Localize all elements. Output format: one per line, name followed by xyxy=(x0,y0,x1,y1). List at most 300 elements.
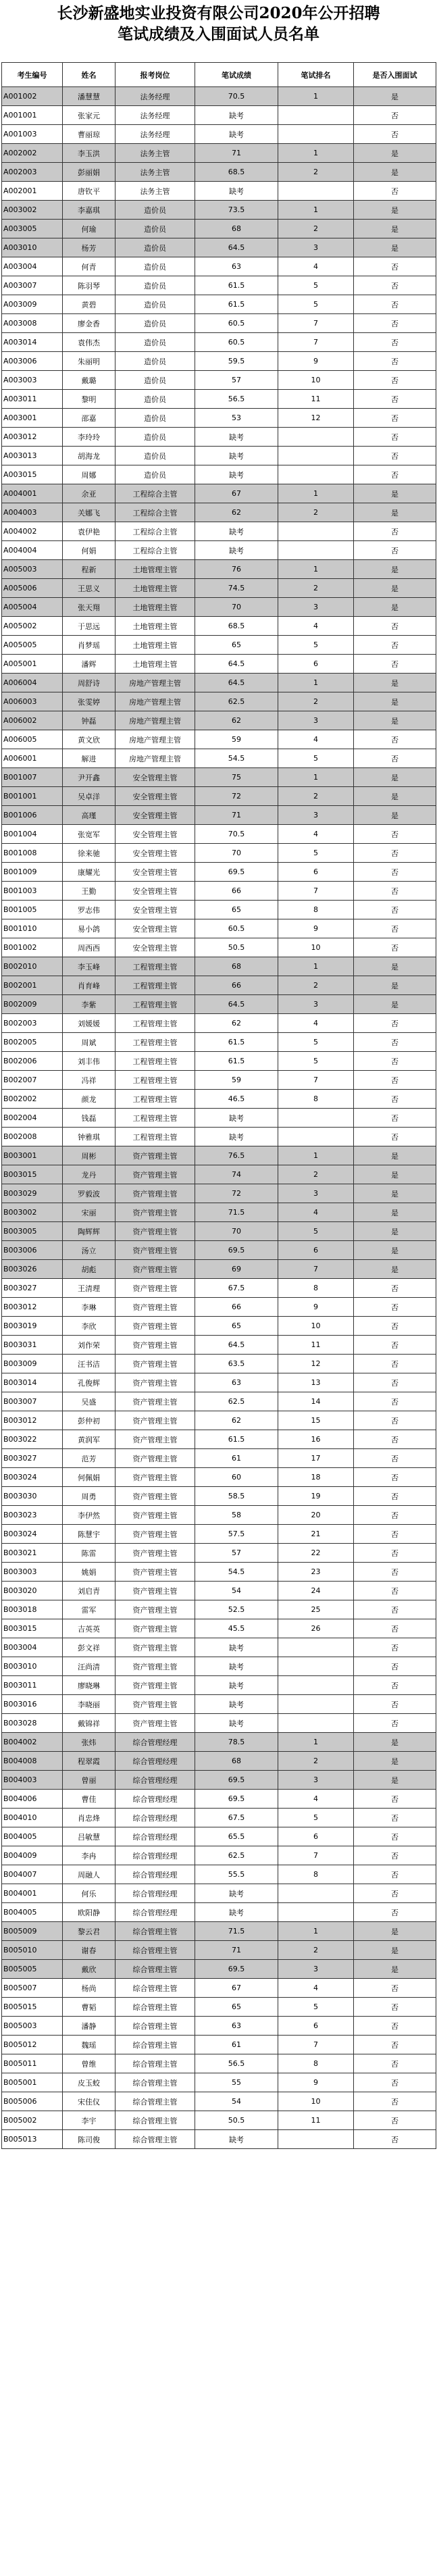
cell-exam-id: B002004 xyxy=(2,1109,63,1128)
cell-score: 54.5 xyxy=(195,749,278,768)
cell-rank: 3 xyxy=(278,1184,354,1203)
cell-name: 李玲玲 xyxy=(63,428,115,447)
table-row xyxy=(2,1279,436,1298)
cell-name: 何青 xyxy=(63,257,115,276)
cell-rank: 4 xyxy=(278,617,354,636)
cell-interview: 否 xyxy=(354,522,436,541)
cell-name: 黎明 xyxy=(63,390,115,409)
table-row xyxy=(2,1619,436,1638)
cell-position: 造价员 xyxy=(115,201,195,220)
cell-rank: 4 xyxy=(278,1014,354,1033)
cell-rank: 2 xyxy=(278,787,354,806)
cell-name: 于思远 xyxy=(63,617,115,636)
cell-rank: 18 xyxy=(278,1468,354,1487)
cell-rank: 26 xyxy=(278,1619,354,1638)
cell-name: 廖晓琳 xyxy=(63,1676,115,1695)
cell-score: 58 xyxy=(195,1506,278,1525)
cell-score: 71 xyxy=(195,144,278,163)
cell-exam-id: A006001 xyxy=(2,749,63,768)
cell-position: 资产管理主管 xyxy=(115,1298,195,1317)
cell-rank: 3 xyxy=(278,598,354,617)
cell-exam-id: B003016 xyxy=(2,1695,63,1714)
cell-score: 53 xyxy=(195,409,278,428)
cell-exam-id: B002008 xyxy=(2,1128,63,1146)
table-row xyxy=(2,1336,436,1355)
cell-name: 唐钦平 xyxy=(63,182,115,201)
cell-rank: 4 xyxy=(278,1979,354,1998)
cell-name: 陶辉辉 xyxy=(63,1222,115,1241)
cell-position: 工程综合主管 xyxy=(115,522,195,541)
cell-rank: 1 xyxy=(278,957,354,976)
cell-exam-id: B001006 xyxy=(2,806,63,825)
table-row xyxy=(2,484,436,503)
table-row xyxy=(2,314,436,333)
cell-interview: 否 xyxy=(354,938,436,957)
cell-name: 尹开鑫 xyxy=(63,768,115,787)
cell-name: 陈慧宇 xyxy=(63,1525,115,1544)
cell-exam-id: A003014 xyxy=(2,333,63,352)
cell-name: 钱磊 xyxy=(63,1109,115,1128)
cell-name: 杨芳 xyxy=(63,238,115,257)
table-row xyxy=(2,1298,436,1317)
cell-rank xyxy=(278,1903,354,1922)
table-row xyxy=(2,1146,436,1165)
cell-name: 戴璐 xyxy=(63,371,115,390)
cell-interview: 否 xyxy=(354,409,436,428)
cell-interview: 否 xyxy=(354,1525,436,1544)
cell-exam-id: A003001 xyxy=(2,409,63,428)
cell-position: 资产管理主管 xyxy=(115,1146,195,1165)
cell-score: 54 xyxy=(195,1582,278,1600)
cell-interview: 是 xyxy=(354,957,436,976)
cell-name: 廖金香 xyxy=(63,314,115,333)
cell-interview: 否 xyxy=(354,333,436,352)
cell-rank: 7 xyxy=(278,882,354,901)
cell-interview: 否 xyxy=(354,1657,436,1676)
cell-score: 65 xyxy=(195,1998,278,2017)
cell-position: 房地产管理主管 xyxy=(115,692,195,711)
cell-position: 安全管理主管 xyxy=(115,844,195,863)
cell-name: 李欣 xyxy=(63,1317,115,1336)
cell-rank xyxy=(278,125,354,144)
cell-rank: 7 xyxy=(278,1071,354,1090)
cell-position: 造价员 xyxy=(115,428,195,447)
cell-interview: 否 xyxy=(354,352,436,371)
cell-rank xyxy=(278,106,354,125)
cell-position: 综合管理经理 xyxy=(115,1733,195,1752)
cell-interview: 否 xyxy=(354,371,436,390)
cell-rank: 1 xyxy=(278,674,354,692)
cell-exam-id: B001008 xyxy=(2,844,63,863)
cell-name: 钟磊 xyxy=(63,711,115,730)
cell-rank xyxy=(278,1638,354,1657)
cell-interview: 否 xyxy=(354,314,436,333)
cell-exam-id: A002001 xyxy=(2,182,63,201)
cell-exam-id: B005003 xyxy=(2,2017,63,2036)
table-row xyxy=(2,541,436,560)
cell-score: 67.5 xyxy=(195,1809,278,1827)
cell-name: 李晓丽 xyxy=(63,1695,115,1714)
cell-interview: 否 xyxy=(354,257,436,276)
cell-position: 资产管理主管 xyxy=(115,1525,195,1544)
cell-score: 65 xyxy=(195,636,278,655)
table-row xyxy=(2,1714,436,1733)
cell-position: 综合管理经理 xyxy=(115,1827,195,1846)
table-row xyxy=(2,1525,436,1544)
table-row xyxy=(2,825,436,844)
cell-position: 造价员 xyxy=(115,257,195,276)
table-row xyxy=(2,730,436,749)
table-row xyxy=(2,2073,436,2092)
table-row xyxy=(2,1695,436,1714)
cell-score: 76.5 xyxy=(195,1146,278,1165)
cell-position: 工程管理主管 xyxy=(115,1071,195,1090)
cell-rank: 1 xyxy=(278,484,354,503)
cell-exam-id: B003007 xyxy=(2,1392,63,1411)
table-row xyxy=(2,106,436,125)
cell-position: 工程管理主管 xyxy=(115,976,195,995)
cell-name: 康耀光 xyxy=(63,863,115,882)
cell-exam-id: B003029 xyxy=(2,1184,63,1203)
cell-interview: 否 xyxy=(354,1619,436,1638)
cell-interview: 否 xyxy=(354,1014,436,1033)
cell-interview: 是 xyxy=(354,1146,436,1165)
table-row xyxy=(2,1487,436,1506)
cell-position: 综合管理主管 xyxy=(115,2017,195,2036)
table-row xyxy=(2,201,436,220)
cell-interview: 否 xyxy=(354,1487,436,1506)
title-line-2: 笔试成绩及入围面试人员名单 xyxy=(118,25,319,43)
table-row xyxy=(2,503,436,522)
table-row xyxy=(2,1884,436,1903)
cell-name: 戴欣 xyxy=(63,1960,115,1979)
cell-rank: 1 xyxy=(278,1733,354,1752)
cell-name: 宋佳仪 xyxy=(63,2092,115,2111)
cell-position: 资产管理主管 xyxy=(115,1165,195,1184)
cell-name: 刘作荣 xyxy=(63,1336,115,1355)
cell-position: 资产管理主管 xyxy=(115,1392,195,1411)
cell-rank: 6 xyxy=(278,863,354,882)
cell-position: 资产管理主管 xyxy=(115,1222,195,1241)
table-row xyxy=(2,976,436,995)
cell-exam-id: B003015 xyxy=(2,1619,63,1638)
cell-name: 李琳 xyxy=(63,1298,115,1317)
cell-name: 曹佳 xyxy=(63,1790,115,1809)
table-row xyxy=(2,1752,436,1771)
cell-score: 55.5 xyxy=(195,1865,278,1884)
cell-score: 50.5 xyxy=(195,938,278,957)
cell-interview: 是 xyxy=(354,201,436,220)
cell-interview: 否 xyxy=(354,1600,436,1619)
cell-position: 造价员 xyxy=(115,238,195,257)
cell-score: 64.5 xyxy=(195,655,278,674)
cell-exam-id: B005002 xyxy=(2,2111,63,2130)
cell-interview: 是 xyxy=(354,787,436,806)
cell-rank: 2 xyxy=(278,163,354,182)
cell-position: 综合管理主管 xyxy=(115,1922,195,1941)
table-row xyxy=(2,957,436,976)
cell-score: 缺考 xyxy=(195,1109,278,1128)
cell-interview: 否 xyxy=(354,1809,436,1827)
cell-interview: 否 xyxy=(354,2054,436,2073)
cell-exam-id: B003005 xyxy=(2,1222,63,1241)
header-score: 笔试成绩 xyxy=(195,63,278,87)
cell-exam-id: B003027 xyxy=(2,1449,63,1468)
cell-exam-id: B004006 xyxy=(2,1790,63,1809)
cell-exam-id: A003008 xyxy=(2,314,63,333)
cell-rank: 10 xyxy=(278,371,354,390)
cell-rank: 4 xyxy=(278,1203,354,1222)
cell-score: 缺考 xyxy=(195,106,278,125)
cell-interview: 否 xyxy=(354,1373,436,1392)
cell-exam-id: B005011 xyxy=(2,2054,63,2073)
results-table xyxy=(1,62,436,2149)
cell-interview: 否 xyxy=(354,465,436,484)
table-row xyxy=(2,295,436,314)
cell-score: 63 xyxy=(195,2017,278,2036)
table-row xyxy=(2,1128,436,1146)
cell-exam-id: B005001 xyxy=(2,2073,63,2092)
cell-exam-id: A004001 xyxy=(2,484,63,503)
table-row xyxy=(2,882,436,901)
cell-name: 潘辉 xyxy=(63,655,115,674)
cell-name: 李宇 xyxy=(63,2111,115,2130)
cell-position: 资产管理主管 xyxy=(115,1411,195,1430)
cell-name: 吴盛 xyxy=(63,1392,115,1411)
cell-position: 资产管理主管 xyxy=(115,1355,195,1373)
cell-rank: 3 xyxy=(278,995,354,1014)
cell-rank xyxy=(278,182,354,201)
cell-position: 资产管理主管 xyxy=(115,1506,195,1525)
cell-rank: 1 xyxy=(278,144,354,163)
cell-name: 肖育峰 xyxy=(63,976,115,995)
cell-position: 资产管理主管 xyxy=(115,1241,195,1260)
cell-interview: 是 xyxy=(354,768,436,787)
cell-position: 工程管理主管 xyxy=(115,995,195,1014)
cell-position: 综合管理主管 xyxy=(115,1960,195,1979)
cell-exam-id: B004010 xyxy=(2,1809,63,1827)
cell-position: 资产管理主管 xyxy=(115,1582,195,1600)
cell-score: 68 xyxy=(195,957,278,976)
cell-position: 造价员 xyxy=(115,352,195,371)
cell-name: 曹韬 xyxy=(63,1998,115,2017)
cell-rank: 2 xyxy=(278,976,354,995)
cell-exam-id: A001001 xyxy=(2,106,63,125)
cell-score: 72 xyxy=(195,787,278,806)
cell-interview: 否 xyxy=(354,1336,436,1355)
cell-position: 法务主管 xyxy=(115,144,195,163)
cell-interview: 否 xyxy=(354,1582,436,1600)
table-row xyxy=(2,2017,436,2036)
cell-position: 安全管理主管 xyxy=(115,882,195,901)
cell-interview: 否 xyxy=(354,125,436,144)
cell-exam-id: B004003 xyxy=(2,1771,63,1790)
cell-score: 75 xyxy=(195,768,278,787)
table-row xyxy=(2,1090,436,1109)
cell-interview: 否 xyxy=(354,1676,436,1695)
cell-position: 房地产管理主管 xyxy=(115,674,195,692)
cell-exam-id: B003019 xyxy=(2,1317,63,1336)
cell-exam-id: A002002 xyxy=(2,144,63,163)
table-row xyxy=(2,655,436,674)
table-row xyxy=(2,806,436,825)
cell-name: 张雯婷 xyxy=(63,692,115,711)
cell-rank: 5 xyxy=(278,636,354,655)
cell-rank xyxy=(278,428,354,447)
cell-rank: 20 xyxy=(278,1506,354,1525)
cell-exam-id: A005002 xyxy=(2,617,63,636)
cell-position: 工程管理主管 xyxy=(115,1090,195,1109)
cell-score: 56.5 xyxy=(195,2054,278,2073)
cell-position: 综合管理经理 xyxy=(115,1903,195,1922)
cell-position: 土地管理主管 xyxy=(115,636,195,655)
cell-exam-id: B004001 xyxy=(2,1884,63,1903)
cell-rank xyxy=(278,1884,354,1903)
cell-score: 61.5 xyxy=(195,295,278,314)
table-row xyxy=(2,636,436,655)
cell-score: 61.5 xyxy=(195,1430,278,1449)
cell-name: 周娜 xyxy=(63,465,115,484)
cell-interview: 是 xyxy=(354,1241,436,1260)
table-row xyxy=(2,1865,436,1884)
cell-position: 工程管理主管 xyxy=(115,1033,195,1052)
cell-interview: 否 xyxy=(354,919,436,938)
cell-position: 工程综合主管 xyxy=(115,503,195,522)
cell-exam-id: A003005 xyxy=(2,220,63,238)
cell-exam-id: B005010 xyxy=(2,1941,63,1960)
cell-position: 综合管理经理 xyxy=(115,1865,195,1884)
cell-position: 土地管理主管 xyxy=(115,598,195,617)
cell-position: 造价员 xyxy=(115,220,195,238)
cell-score: 72 xyxy=(195,1184,278,1203)
cell-exam-id: B003004 xyxy=(2,1638,63,1657)
cell-interview: 否 xyxy=(354,1128,436,1146)
cell-score: 缺考 xyxy=(195,1884,278,1903)
cell-position: 资产管理主管 xyxy=(115,1449,195,1468)
header-rank: 笔试排名 xyxy=(278,63,354,87)
cell-position: 综合管理经理 xyxy=(115,1809,195,1827)
cell-interview: 否 xyxy=(354,844,436,863)
cell-interview: 否 xyxy=(354,390,436,409)
cell-exam-id: B003031 xyxy=(2,1336,63,1355)
header-position: 报考岗位 xyxy=(115,63,195,87)
cell-name: 王勤 xyxy=(63,882,115,901)
cell-score: 76 xyxy=(195,560,278,579)
table-row xyxy=(2,238,436,257)
cell-interview: 否 xyxy=(354,636,436,655)
cell-position: 综合管理经理 xyxy=(115,1752,195,1771)
table-row xyxy=(2,1355,436,1373)
cell-score: 61.5 xyxy=(195,276,278,295)
cell-interview: 是 xyxy=(354,579,436,598)
cell-score: 缺考 xyxy=(195,465,278,484)
cell-rank xyxy=(278,1109,354,1128)
cell-exam-id: B003012 xyxy=(2,1298,63,1317)
cell-rank: 5 xyxy=(278,1033,354,1052)
cell-name: 周勇 xyxy=(63,1487,115,1506)
cell-position: 法务主管 xyxy=(115,163,195,182)
cell-score: 62.5 xyxy=(195,1846,278,1865)
cell-name: 谢春 xyxy=(63,1941,115,1960)
cell-exam-id: B004005 xyxy=(2,1903,63,1922)
cell-name: 关娜飞 xyxy=(63,503,115,522)
cell-exam-id: B005007 xyxy=(2,1979,63,1998)
cell-exam-id: A003015 xyxy=(2,465,63,484)
cell-name: 周融人 xyxy=(63,1865,115,1884)
cell-exam-id: A002003 xyxy=(2,163,63,182)
table-row xyxy=(2,1241,436,1260)
cell-score: 59 xyxy=(195,730,278,749)
table-row xyxy=(2,560,436,579)
cell-interview: 是 xyxy=(354,503,436,522)
cell-name: 彭丽娟 xyxy=(63,163,115,182)
cell-name: 孔俊辉 xyxy=(63,1373,115,1392)
cell-name: 李伊然 xyxy=(63,1506,115,1525)
table-row xyxy=(2,428,436,447)
cell-score: 71 xyxy=(195,806,278,825)
cell-exam-id: A006003 xyxy=(2,692,63,711)
cell-name: 曾丽 xyxy=(63,1771,115,1790)
cell-position: 安全管理主管 xyxy=(115,863,195,882)
cell-rank: 1 xyxy=(278,87,354,106)
cell-name: 彭文祥 xyxy=(63,1638,115,1657)
cell-name: 范芳 xyxy=(63,1449,115,1468)
cell-rank: 5 xyxy=(278,1998,354,2017)
table-row xyxy=(2,1033,436,1052)
table-row xyxy=(2,674,436,692)
cell-exam-id: B003030 xyxy=(2,1487,63,1506)
cell-interview: 否 xyxy=(354,1714,436,1733)
cell-name: 周彬 xyxy=(63,1146,115,1165)
table-row xyxy=(2,163,436,182)
cell-interview: 否 xyxy=(354,2017,436,2036)
cell-position: 综合管理主管 xyxy=(115,1979,195,1998)
cell-position: 资产管理主管 xyxy=(115,1279,195,1298)
cell-interview: 否 xyxy=(354,1317,436,1336)
cell-position: 资产管理主管 xyxy=(115,1563,195,1582)
cell-score: 69.5 xyxy=(195,1771,278,1790)
cell-score: 63 xyxy=(195,1373,278,1392)
cell-position: 资产管理主管 xyxy=(115,1638,195,1657)
cell-name: 张天翔 xyxy=(63,598,115,617)
cell-rank: 22 xyxy=(278,1544,354,1563)
cell-name: 魏瑶 xyxy=(63,2036,115,2054)
cell-interview: 否 xyxy=(354,1430,436,1449)
cell-exam-id: B003012 xyxy=(2,1411,63,1430)
cell-score: 缺考 xyxy=(195,1657,278,1676)
cell-name: 王思义 xyxy=(63,579,115,598)
cell-rank: 2 xyxy=(278,503,354,522)
cell-score: 65 xyxy=(195,1317,278,1336)
cell-rank: 3 xyxy=(278,238,354,257)
cell-position: 造价员 xyxy=(115,314,195,333)
cell-exam-id: A005006 xyxy=(2,579,63,598)
cell-score: 69.5 xyxy=(195,1790,278,1809)
cell-exam-id: B003024 xyxy=(2,1468,63,1487)
table-row xyxy=(2,1676,436,1695)
cell-score: 62.5 xyxy=(195,1392,278,1411)
cell-score: 70 xyxy=(195,844,278,863)
cell-score: 66 xyxy=(195,976,278,995)
cell-name: 刘丰伟 xyxy=(63,1052,115,1071)
cell-interview: 是 xyxy=(354,1771,436,1790)
table-row xyxy=(2,182,436,201)
cell-name: 宋丽 xyxy=(63,1203,115,1222)
cell-name: 程新 xyxy=(63,560,115,579)
cell-name: 王清理 xyxy=(63,1279,115,1298)
table-row xyxy=(2,2054,436,2073)
cell-rank: 11 xyxy=(278,390,354,409)
